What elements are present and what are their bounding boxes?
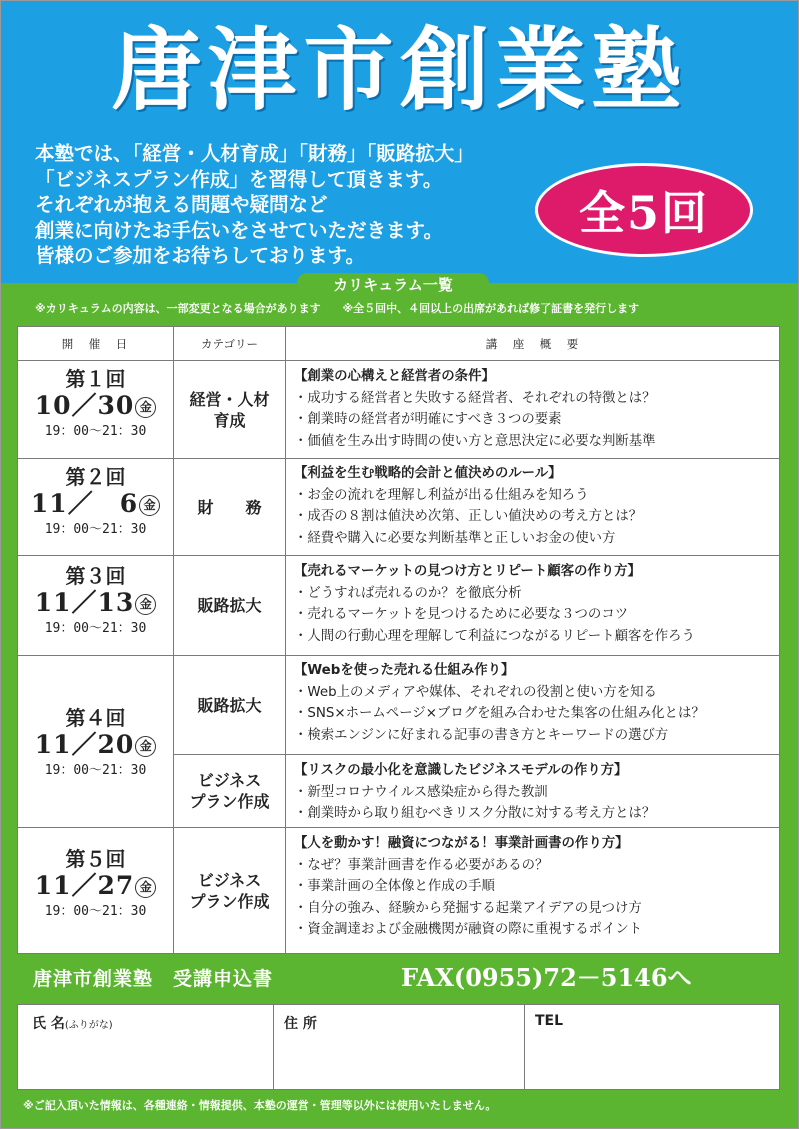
session-point: ・新型コロナウイルス感染症から得た教訓 xyxy=(294,784,548,800)
session-time: 19：00～21：30 xyxy=(44,763,147,778)
session-title: 【Webを使った売れる仕組み作り】 xyxy=(294,663,515,678)
address-field-label: 住 所 xyxy=(284,1016,317,1032)
session-title: 【リスクの最小化を意識したビジネスモデルの作り方】 xyxy=(294,763,628,778)
session-point: ・創業時の経営者が明確にすべき３つの要素 xyxy=(294,412,562,427)
session-number: 第２回 xyxy=(65,465,126,489)
application-form xyxy=(17,1004,780,1090)
note-certificate: ※全５回中、４回以上の出席があれば修了証書を発行します xyxy=(342,302,640,315)
session-point: ・SNS×ホームページ×ブログを組み合わせた集客の仕組み化とは？ xyxy=(294,706,705,721)
row-divider xyxy=(18,655,779,656)
curriculum-table xyxy=(17,326,780,954)
session-title: 【創業の心構えと経営者の条件】 xyxy=(294,369,495,384)
session-title: 【人を動かす！融資につながる！事業計画書の作り方】 xyxy=(294,836,629,851)
session-time: 19：00～21：30 xyxy=(44,904,147,919)
session-point: ・成功する経営者と失敗する経営者、それぞれの特徴とは？ xyxy=(294,390,656,406)
weekday-badge: 金 xyxy=(139,495,160,516)
session-point: ・どうすれば売れるのか？を徹底分析 xyxy=(294,585,522,601)
intro-text xyxy=(35,141,474,269)
session-number: 第４回 xyxy=(65,706,126,730)
session-time: 19：00～21：30 xyxy=(44,424,147,439)
session-title: 【利益を生む戦略的会計と値決めのルール】 xyxy=(294,466,562,481)
session-point: ・Web上のメディアや媒体、それぞれの役割と使い方を知る xyxy=(294,684,657,700)
session-2-category: 財 務 xyxy=(197,497,262,517)
session-time: 19：00～21：30 xyxy=(44,522,147,537)
session-title: 【売れるマーケットの見つけ方とリピート顧客の作り方】 xyxy=(294,564,641,579)
session-number: 第１回 xyxy=(65,367,126,391)
session-point: ・検索エンジンに好まれる記事の書き方とキーワードの選び方 xyxy=(294,727,669,743)
intro-line: 「ビジネスプラン作成」を習得して頂きます。 xyxy=(35,167,443,191)
session-4a-category: 販路拡大 xyxy=(197,695,262,715)
weekday-badge: 金 xyxy=(135,397,156,418)
session-point: ・価値を生み出す時間の使い方と意思決定に必要な判断基準 xyxy=(294,433,656,449)
session-date: 11／27 金 xyxy=(18,871,173,901)
intro-line: 皆様のご参加をお待ちしております。 xyxy=(35,244,365,267)
session-date: 11／20 金 xyxy=(18,730,173,760)
row-divider xyxy=(18,458,779,459)
intro-line: 本塾では、「経営・人材育成」「財務」「販路拡大」 xyxy=(35,142,474,165)
session-number: 第３回 xyxy=(65,564,126,588)
session-1-content xyxy=(286,366,780,452)
curriculum-notes xyxy=(35,300,639,316)
privacy-note: ※ご記入頂いた情報は、各種連絡・情報提供、本塾の運営・管理等以外には使用いたしません。 xyxy=(23,1099,497,1112)
weekday-badge: 金 xyxy=(135,594,156,615)
row-divider xyxy=(18,827,779,828)
header-content: 講 座 概 要 xyxy=(485,337,581,351)
session-date: 10／30 金 xyxy=(18,391,173,421)
session-4b-category: ビジネス プラン作成 xyxy=(189,771,270,811)
session-3-category: 販路拡大 xyxy=(197,596,262,615)
intro-line: それぞれが抱える問題や疑問など xyxy=(35,193,328,216)
name-hint: (ふりがな) xyxy=(64,1020,113,1031)
session-point: ・成否の８割は値決め次第、正しい値決めの考え方とは？ xyxy=(294,509,643,524)
session-point: ・経費や購入に必要な判断基準と正しいお金の使い方 xyxy=(294,530,616,546)
field-divider xyxy=(524,1005,525,1089)
weekday-badge: 金 xyxy=(135,736,156,757)
session-4b-content xyxy=(286,760,780,825)
session-1-category: 経営・人材 育成 xyxy=(189,389,270,430)
page-title: 唐津市創業塾 xyxy=(111,17,688,123)
session-5-date xyxy=(18,847,173,923)
note-change: ※カリキュラムの内容は、一部変更となる場合があります xyxy=(35,302,321,315)
row-divider xyxy=(18,555,779,556)
field-divider xyxy=(273,1005,274,1089)
session-point: ・なぜ？事業計画書を作る必要があるの？ xyxy=(294,857,549,873)
session-point: ・創業時から取り組むべきリスク分散に対する考え方とは？ xyxy=(294,806,656,821)
session-count-badge: 全5回 xyxy=(535,163,753,257)
name-field-label: 氏 名(ふりがな) xyxy=(32,1016,113,1032)
session-point: ・事業計画の全体像と作成の手順 xyxy=(294,879,495,894)
session-4-date xyxy=(18,706,173,782)
session-date: 11／13 金 xyxy=(18,588,173,618)
header-category: カテゴリー xyxy=(200,337,259,351)
session-point: ・売れるマーケットを見つけるために必要な３つのコツ xyxy=(294,607,629,622)
session-point: ・自分の強み、経験から発掘する起業アイデアの見つけ方 xyxy=(294,900,642,916)
fax-number: FAX(0955)72－5146へ xyxy=(401,963,692,992)
header-date: 開 催 日 xyxy=(61,337,130,351)
row-divider xyxy=(18,360,779,361)
curriculum-tab: カリキュラム一覧 xyxy=(297,273,489,297)
session-4a-content xyxy=(286,660,780,746)
session-3-content xyxy=(286,561,780,647)
session-5-category: ビジネス プラン作成 xyxy=(189,870,270,911)
session-2-content xyxy=(286,463,780,549)
session-point: ・資金調達および金融機関が融資の際に重視するポイント xyxy=(294,922,643,937)
session-2-date xyxy=(18,465,173,541)
session-3-date xyxy=(18,564,173,640)
session-point: ・お金の流れを理解し利益が出る仕組みを知ろう xyxy=(294,487,589,503)
session-1-date xyxy=(18,367,173,443)
weekday-badge: 金 xyxy=(135,877,156,898)
session-date: 11／ 6 金 xyxy=(18,489,173,519)
session-time: 19：00～21：30 xyxy=(44,621,147,636)
form-title: 唐津市創業塾 受講申込書 xyxy=(33,968,274,990)
session-5-content xyxy=(286,833,780,941)
header-band xyxy=(1,1,798,283)
tel-field-label: TEL xyxy=(535,1013,564,1029)
session-point: ・人間の行動心理を理解して利益につながるリピート顧客を作ろう xyxy=(294,628,695,644)
intro-line: 創業に向けたお手伝いをさせていただきます。 xyxy=(35,218,443,242)
session-number: 第５回 xyxy=(65,847,126,871)
